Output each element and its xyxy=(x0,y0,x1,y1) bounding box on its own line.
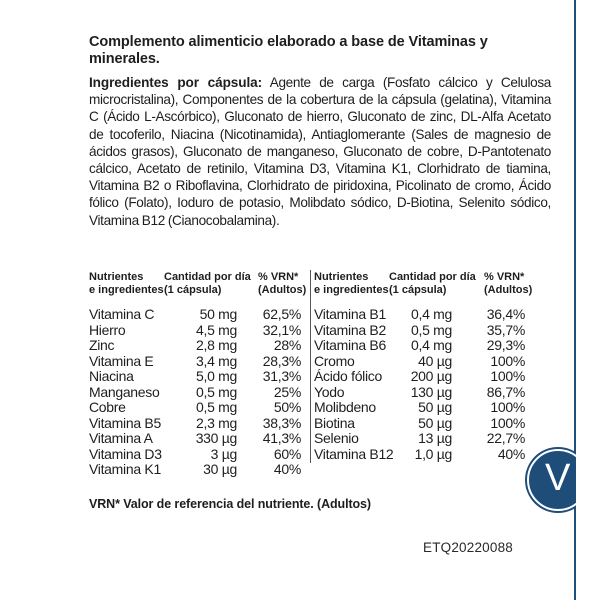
ingredients-label: Ingredientes por cápsula: xyxy=(89,75,263,90)
nutrient-name: Zinc xyxy=(89,337,115,353)
daily-amount: 30 µg xyxy=(203,461,237,477)
table-row xyxy=(89,416,301,432)
table-row xyxy=(89,447,301,463)
vrn-percent: 22,7% xyxy=(486,430,525,446)
vrn-percent: 35,7% xyxy=(486,321,525,338)
header-vrn: % VRN* (Adultos) xyxy=(484,271,533,296)
table-row xyxy=(89,354,301,370)
nutrient-name: Hierro xyxy=(89,321,126,338)
badge-letter: V xyxy=(545,457,571,499)
daily-amount: 3 µg xyxy=(210,445,237,462)
vrn-percent: 36,4% xyxy=(486,306,525,322)
nutrient-name: Yodo xyxy=(314,383,345,400)
vrn-percent: 31,3% xyxy=(262,368,301,384)
vrn-percent: 38,3% xyxy=(262,414,301,431)
table-row xyxy=(89,338,301,354)
daily-amount: 0,5 mg xyxy=(196,383,237,400)
table-body xyxy=(314,307,528,462)
table-row xyxy=(314,354,528,370)
daily-amount: 5,0 mg xyxy=(196,368,237,384)
nutrient-name: Vitamina B12 xyxy=(314,445,394,462)
vrn-percent: 40% xyxy=(497,445,525,462)
table-row xyxy=(314,447,528,463)
nutrition-table-right xyxy=(314,271,533,462)
daily-amount: 4,5 mg xyxy=(196,321,237,338)
daily-amount: 50 mg xyxy=(199,306,237,322)
vrn-percent: 28% xyxy=(273,337,301,353)
nutrient-name: Ácido fólico xyxy=(314,368,382,384)
label-code: ETQ20220088 xyxy=(423,540,514,555)
nutrient-name: Vitamina A xyxy=(89,430,153,446)
table-row xyxy=(89,307,301,323)
daily-amount: 0,4 mg xyxy=(411,337,452,353)
daily-amount: 330 µg xyxy=(195,430,237,446)
daily-amount: 2,8 mg xyxy=(196,337,237,353)
table-row xyxy=(89,462,301,478)
table-header xyxy=(314,271,533,307)
nutrient-name: Vitamina B1 xyxy=(314,306,386,322)
table-row xyxy=(314,338,528,354)
ingredients-paragraph xyxy=(89,74,551,229)
header-vrn: % VRN* (Adultos) xyxy=(258,271,307,296)
table-row xyxy=(89,400,301,416)
table-row xyxy=(89,431,301,447)
nutrient-name: Biotina xyxy=(314,414,355,431)
header-nutrient: Nutrientes e ingredientes xyxy=(89,271,164,296)
nutrient-name: Manganeso xyxy=(89,383,160,400)
nutrient-name: Cobre xyxy=(89,399,126,415)
vrn-percent: 32,1% xyxy=(262,321,301,338)
daily-amount: 200 µg xyxy=(410,368,452,384)
nutrient-name: Vitamina D3 xyxy=(89,445,162,462)
daily-amount: 0,5 mg xyxy=(196,399,237,415)
daily-amount: 50 µg xyxy=(418,414,452,431)
vrn-percent: 25% xyxy=(273,383,301,400)
table-row xyxy=(314,385,528,401)
vrn-percent: 100% xyxy=(490,368,525,384)
daily-amount: 40 µg xyxy=(418,352,452,369)
vrn-percent: 100% xyxy=(490,414,525,431)
header-nutrient: Nutrientes e ingredientes xyxy=(314,271,389,296)
daily-amount: 13 µg xyxy=(418,430,452,446)
table-row xyxy=(89,369,301,385)
table-body xyxy=(89,307,301,478)
daily-amount: 0,5 mg xyxy=(411,321,452,338)
vrn-percent: 60% xyxy=(273,445,301,462)
nutrient-name: Vitamina B2 xyxy=(314,321,386,338)
table-row xyxy=(314,400,528,416)
header-amount: Cantidad por día (1 cápsula) xyxy=(164,271,251,296)
nutrient-name: Vitamina B6 xyxy=(314,337,386,353)
daily-amount: 130 µg xyxy=(410,383,452,400)
vrn-footnote: VRN* Valor de referencia del nutriente. (Adultos) xyxy=(89,497,371,511)
daily-amount: 50 µg xyxy=(418,399,452,415)
nutrition-table-left xyxy=(89,271,307,478)
vrn-percent: 62,5% xyxy=(262,306,301,322)
vrn-percent: 100% xyxy=(490,399,525,415)
daily-amount: 1,0 µg xyxy=(414,445,452,462)
nutrient-name: Molibdeno xyxy=(314,399,376,415)
table-divider xyxy=(310,270,311,463)
table-header xyxy=(89,271,307,307)
vrn-percent: 41,3% xyxy=(262,430,301,446)
nutrient-name: Selenio xyxy=(314,430,359,446)
nutrient-name: Cromo xyxy=(314,352,355,369)
vrn-percent: 50% xyxy=(273,399,301,415)
vrn-percent: 40% xyxy=(273,461,301,477)
daily-amount: 0,4 mg xyxy=(411,306,452,322)
table-row xyxy=(314,431,528,447)
table-row xyxy=(314,307,528,323)
page-edge xyxy=(576,440,600,520)
vrn-percent: 86,7% xyxy=(486,383,525,400)
product-headline: Complemento alimenticio elaborado a base de Vitaminas y minerales. xyxy=(89,34,488,67)
daily-amount: 2,3 mg xyxy=(196,414,237,431)
table-row xyxy=(89,385,301,401)
table-row xyxy=(314,369,528,385)
daily-amount: 3,4 mg xyxy=(196,352,237,369)
vrn-percent: 100% xyxy=(490,352,525,369)
nutrient-name: Vitamina B5 xyxy=(89,414,161,431)
table-row xyxy=(314,323,528,339)
nutrient-name: Vitamina E xyxy=(89,352,154,369)
nutrient-name: Niacina xyxy=(89,368,134,384)
ingredients-text: Agente de carga (Fosfato cálcico y Celulosa microcristalina), Componentes de la cobertura de la cápsula (gelatina), Vitamina C (Ácido L-Ascórbico), Gluconato de hierro, Gluconato de zinc, DL-Alfa Acetato de tocoferilo, Niacina (Nicotinamida), Antiaglomerante (Sales de magnesio de ácidos grasos), Gluconato de manganeso, Gluconato de cobre, D-Pantotenato cálcico, Acetato de retinilo, Vitamina D3, Vitamina K1, Clorhidrato de tiamina, Vitamina B2 o Riboflavina, Clorhidrato de piridoxina, Picolinato de cromo, Ácido fólico (Folato), Ioduro de potasio, Molibdato sódico, D-Biotina, Selenito sódico, Vitamina B12 (Cianocobalamina). xyxy=(89,75,551,228)
nutrient-name: Vitamina K1 xyxy=(89,461,161,477)
header-amount: Cantidad por día (1 cápsula) xyxy=(389,271,476,296)
table-row xyxy=(314,416,528,432)
vrn-percent: 28,3% xyxy=(262,352,301,369)
table-row xyxy=(89,323,301,339)
nutrient-name: Vitamina C xyxy=(89,306,155,322)
vrn-percent: 29,3% xyxy=(486,337,525,353)
